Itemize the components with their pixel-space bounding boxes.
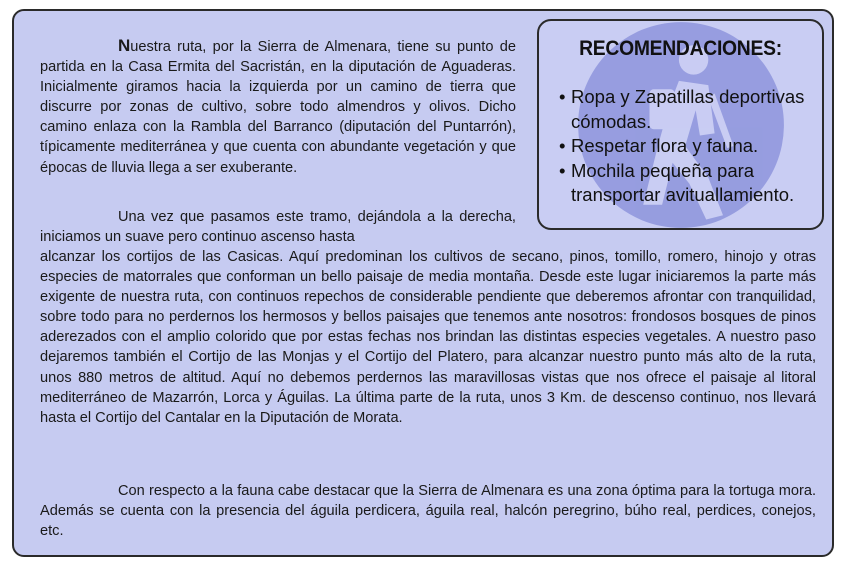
article-paragraph-2b <box>40 247 816 428</box>
list-item: • Ropa y Zapatillas deportivas cómodas. <box>561 85 812 134</box>
list-item: • Mochila pequeña para transportar avituallamiento. <box>561 159 812 208</box>
recommendations-box <box>537 19 824 230</box>
paragraph-text: Una vez que pasamos este tramo, dejándola a la derecha, iniciamos un suave pero continuo ascenso hasta <box>40 209 516 246</box>
article-paragraph-2a <box>40 207 516 247</box>
paragraph-text: uestra ruta, por la Sierra de Almenara, tiene su punto de partida en la Casa Ermita del Sacristán, en la diputación de Aguaderas. Inicialmente giramos hacia la izquierda por un camino de tierra que discurre por zonas de cultivo, sobre todo almendros y olivos. Dicho camino enlaza con la Rambla del Barranco (diputación del Puntarrón), típicamente mediterránea y que cuenta con abundante vegetación y que épocas de lluvia llega a ser exuberante. <box>40 39 516 176</box>
recommendations-list <box>561 85 812 208</box>
recommendations-title: RECOMENDACIONES: <box>579 37 782 60</box>
article-paragraph-3 <box>40 481 816 541</box>
paragraph-text: alcanzar los cortijos de las Casicas. Aquí predominan los cultivos de secano, pinos, tomillo, romero, hinojo y otras especies de matorrales que conforman un bello paisaje de media montaña. Desde este lugar iniciaremos la parte más exigente de nuestra ruta, con continuos repechos de considerable pendiente que deberemos afrontar con tranquilidad, sobre todo para no perdernos los hermosos y bellos paisajes que tenemos ante nosotros: frondosos bosques de pinos aderezados con el amplio colorido que por estas fechas nos brindan las distintas especies vegetales. A nuestro paso dejaremos también el Cortijo de las Monjas y el Cortijo del Platero, para alcanzar nuestro punto más alto de la ruta, unos 880 metros de altitud. Aquí no debemos perdernos las maravillosas vistas que nos ofrece el paisaje al litoral mediterráneo de Mazarrón, Lorca y Águilas. La última parte de la ruta, unos 3 Km. de descenso continuo, nos llevará hasta el Cortijo del Cantalar en la Diputación de Morata. <box>40 249 816 426</box>
paragraph-text: Con respecto a la fauna cabe destacar que la Sierra de Almenara es una zona óptima para la tortuga mora. Además se cuenta con la presencia del águila perdicera, águila real, halcón peregrino, búho real, perdices, conejos, etc. <box>40 483 816 540</box>
article-paragraph-1 <box>40 36 516 178</box>
list-item: • Respetar flora y fauna. <box>561 134 812 159</box>
drop-cap: N <box>118 36 131 55</box>
